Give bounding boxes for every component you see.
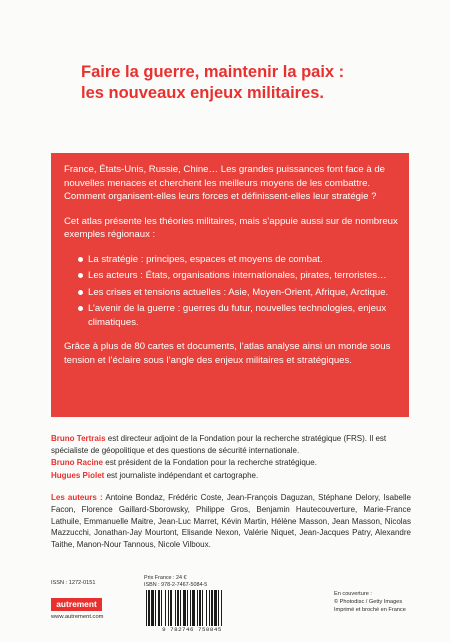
author-name: Bruno Racine (51, 458, 104, 468)
author-bio-text: est président de la Fondation pour la recherche stratégique. (103, 458, 317, 468)
summary-bullet: Les acteurs : États, organisations internationales, pirates, terroristes… (78, 269, 399, 283)
headline-line-2: les nouveaux enjeux militaires. (81, 84, 325, 102)
price-block (144, 575, 244, 589)
credits-line: Imprimé et broché en France (334, 607, 406, 613)
author-bio-text: est directeur adjoint de la Fondation pour la recherche stratégique (FRS). Il est spécialiste de géopolitique et des questions de sécurité internationale. (51, 434, 387, 455)
summary-closing: Grâce à plus de 80 cartes et documents, l’atlas analyse ainsi un monde sous tension et l’éclaire sous l’angle des enjeux militaires et stratégiques. (64, 341, 391, 366)
isbn-text: ISBN : 978-2-7467-5084-5 (144, 582, 208, 588)
contributors-names: Antoine Bondaz, Frédéric Coste, Jean-François Daguzan, Stéphane Delory, Isabelle Facon, Florence Gaillard-Sborowsky, Philippe Gros, Benjamin Hautecouverture, Marie-France Lathuile, Emmanuelle Maitre, Jean-Luc Marret, Kévin Martin, Hélène Masson, Jean Masson, Nicolas Mazzucchi, Jonathan-Jay Mourtont, Elisande Nexon, Valérie Niquet, Jean-Jacques Patry, Alexandre Taithe, Manon-Nour Tannous, Nicole Vilboux. (51, 493, 411, 549)
back-cover-headline (81, 62, 421, 104)
author-name: Hugues Piolet (51, 470, 105, 480)
author-bio (51, 433, 411, 456)
publisher-website: www.autrement.com (51, 614, 104, 620)
author-bio-text: est journaliste indépendant et cartographe. (104, 470, 259, 480)
summary-text (64, 163, 399, 378)
cover-credits (334, 590, 444, 614)
summary-lead: Cet atlas présente les théories militaires, mais s’appuie aussi sur de nombreux exemples régionaux : (64, 215, 398, 240)
author-bio (51, 470, 411, 482)
issn-text: ISSN : 1272-0151 (51, 580, 96, 586)
credits-line: En couverture : (334, 591, 372, 597)
barcode-icon (144, 590, 240, 626)
contributors-list (51, 492, 411, 550)
summary-bullet: L’avenir de la guerre : guerres du futur, nouvelles technologies, enjeux climatiques. (78, 302, 399, 329)
summary-bullet: Les crises et tensions actuelles : Asie, Moyen-Orient, Afrique, Arctique. (78, 286, 399, 300)
headline-line-1: Faire la guerre, maintenir la paix : (81, 63, 345, 81)
barcode-digits: 9 782746 750845 (162, 626, 222, 633)
contributors-label: Les auteurs : (51, 493, 103, 503)
publisher-logo: autrement (51, 598, 102, 611)
price-text: Prix France : 24 € (144, 575, 187, 581)
author-bio (51, 457, 411, 469)
summary-intro: France, États-Unis, Russie, Chine… Les grandes puissances font face à de nouvelles menaces et cherchent les meilleurs moyens de les combattre. Comment organisent-elles leurs forces et définissent-elles leur stratégie ? (64, 164, 386, 202)
author-name: Bruno Tertrais (51, 434, 106, 443)
summary-bullet-list (78, 253, 399, 330)
authors-section (51, 433, 411, 550)
summary-bullet: La stratégie : principes, espaces et moyens de combat. (78, 253, 399, 267)
credits-line: © Photodisc / Getty Images (334, 599, 403, 605)
